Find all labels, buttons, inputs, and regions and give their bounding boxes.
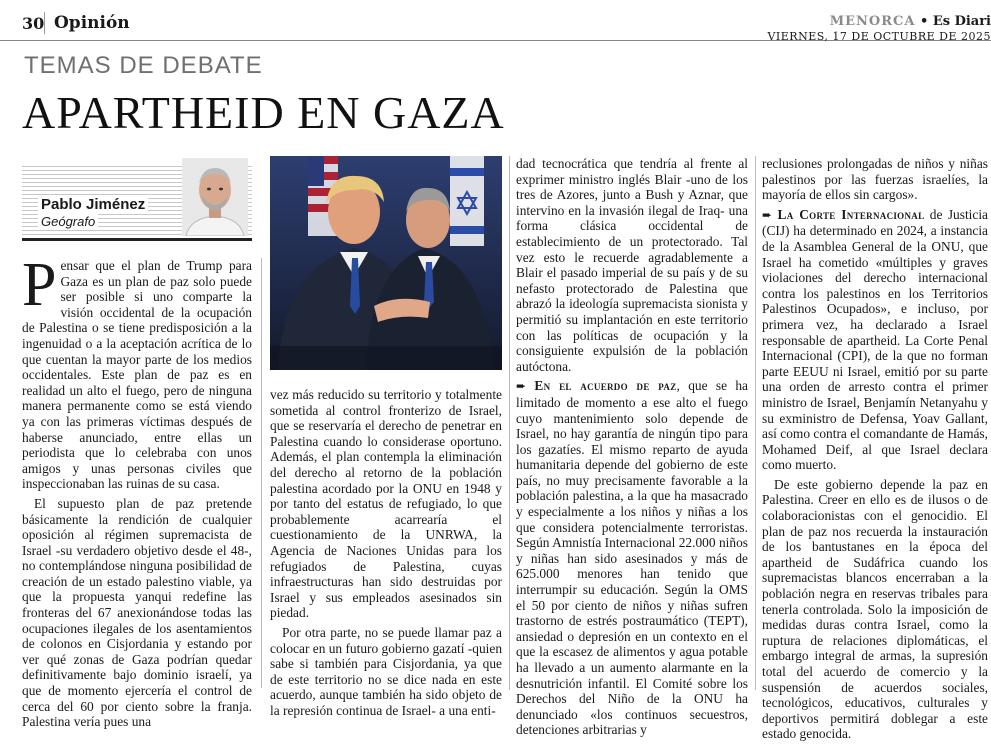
article-kicker: TEMAS DE DEBATE <box>24 52 263 79</box>
column-divider-1 <box>261 258 262 688</box>
author-box <box>22 166 252 246</box>
section-arrow-icon: ➨ <box>762 207 773 222</box>
article-headline: APARTHEID EN GAZA <box>22 87 505 138</box>
page-header <box>0 0 991 41</box>
column-1-paragraph-1 <box>22 251 252 492</box>
column-3-paragraph-1: dad tecnocrática que tendría al frente al exprimer ministro inglés Blair -uno de los tres de Azores, junto a Bush y Aznar, que intervino en la invasión ilegal de Iraq- una forma clásica occidental de establecimiento de un protectorado. Tal vez esto le recuerde agradablemente a Blair el pasado imperial de su país y de su nefasto protectorado de Palestina que abrazó la ideología supremacista sionista y permitió su implantación en este territorio con las políticas de ocupación y la consiguiente expulsión de la población autóctona. <box>516 156 748 374</box>
column-1-paragraph-2: El supuesto plan de paz pretende básicamente la rendición de cualquier oposición al régimen supremacista de Israel -su verdadero objetivo desde el 48-, no contemplándose ninguna posibilidad de creación de un estado palestino viable, ya que la propuesta yanqui redefine las fronteras del 67 anexionándose todas las ocupaciones ilegales de los asentamientos de colonos en Cisjordania y estando por ver qué zonas de Gaza podrían quedar definitivamente bajo dominio israelí, ya que de momento ejercería el control de cerca del 60 por ciento sobre la franja. Palestina vería pues una <box>22 495 252 730</box>
newspaper-brand <box>830 14 991 29</box>
column-2-paragraph-2: Por otra parte, no se puede llamar paz a colocar en un futuro gobierno gazatí -quien sabe si también para Cisjordania, ya que de este territorio no se dice nada en este acuerdo, aunque también ha sido objeto de la represión continua de Israel- a una enti- <box>270 624 503 718</box>
author-avatar <box>182 158 248 236</box>
column-4-paragraph-1: reclusiones prolongadas de niños y niñas palestinos por las fuerzas israelíes, la mayoría de ellos sin cargos». <box>762 156 988 203</box>
brand-paper: Es Diari <box>932 14 991 29</box>
article-column-3 <box>516 156 748 742</box>
column-4-paragraph-3: De este gobierno depende la paz en Palestina. Creer en ello es de ilusos o de colaboracionistas con el genocidio. El plan de paz nos recuerda la instauración de los bantustanes en la época del apartheid de Sudáfrica cuando los supremacistas blancos encerraban a la población negra en reservas tribales para tenerla controlada. Solo la imposición de medidas duras contra Israel, como la ruptura de relaciones diplomáticas, el embargo integral de armas, la supresión total del acuerdo de comercio y la suspensión de acuerdos sociales, tecnológicos, educativos, culturales y deportivos permitirá doblegar a este estado genocida. <box>762 476 988 742</box>
column-4-paragraph-2 <box>762 207 988 473</box>
column-3-paragraph-2-text: , que se ha limitado de momento a ese alto el fuego cuyo mantenimiento solo depende de Israel, no hay garantía de ningún tipo para los gazatíes. El mismo reparto de ayuda humanitaria depende del gobierno de este país, no muy precisamente favorable a la población palestina, a la que ha masacrado y especialmente a los niños y niñas a los que considera potencialmente terroristas. Según Amnistía Internacional 22.000 niños y niñas han sido asesinados y más de 625.000 menores han tenido que interrumpir su educación. Según la OMS el 50 por ciento de niños y niñas sufren trastorno de estrés postraumático (TEPT), ansiedad o depresión en un contexto en el que la escasez de alimentos y agua potable ha llevado a un aumento alarmante en la desnutrición infantil. El Comité sobre los Derechos del Niño de la ONU ha denunciado «los continuos secuestros, detenciones arbitrarias y <box>516 378 748 738</box>
column-divider-3 <box>755 156 756 690</box>
issue-date: VIERNES, 17 DE OCTUBRE DE 2025 <box>767 30 991 43</box>
column-3-paragraph-2 <box>516 378 748 738</box>
column-divider-2 <box>509 156 510 690</box>
leaders-embrace-photo-icon <box>270 156 502 370</box>
author-role: Geógrafo <box>38 214 98 229</box>
section-arrow-icon: ➨ <box>516 379 527 394</box>
page-number: 30 <box>22 14 45 33</box>
article-column-4 <box>762 156 988 746</box>
drop-cap: P <box>22 251 57 319</box>
article-column-2 <box>270 387 502 722</box>
article-photo <box>270 156 502 370</box>
brand-bullet: • <box>919 14 929 29</box>
column-3-subhead: En el acuerdo de paz <box>534 378 677 394</box>
header-divider <box>44 12 45 34</box>
author-box-rule <box>22 238 252 241</box>
brand-city: MENORCA <box>829 14 916 29</box>
author-portrait-icon <box>182 158 248 236</box>
column-4-subhead: La Corte Internacional <box>777 206 925 222</box>
column-1-paragraph-1-text: ensar que el plan de Trump para Gaza es un plan de paz solo puede ser posible si uno comparte la visión occidental de la ocupación de Palestina o se tiene predisposición a la ingenuidad o a la aceptación acrítica de lo que cuentan la mayor parte de los medios occidentales. Este plan de paz es en realidad un alto el fuego, pero de ninguna manera permanente como se está viendo ya con las primeras víctimas después de haberse anunciado, entre ellas un periodista que lo celebraba con unos amigos y unas personas civiles que inspeccionaban las ruinas de su casa. <box>22 258 252 492</box>
column-4-paragraph-2-text: de Justicia (CIJ) ha determinado en 2024, a instancia de la Asamblea General de la ONU, que Israel ha cometido «múltiples y graves violaciones del derecho internacional contra los palestinos en los Territorios Palestinos Ocupados», e incluso, por primera vez, ha declarado a Israel responsable de apartheid. La Corte Penal Internacional (CPI), de la que no forman parte EEUU ni Israel, emitió por su parte una orden de arresto contra el primer ministro de Israel, Benjamín Netanyahu y su exministro de Defensa, Yoav Gallant, así como contra el comandante de Hamás, Mohamed Deif, al que Israel declara como muerto. <box>762 206 988 473</box>
section-title: Opinión <box>54 13 130 33</box>
article-column-1 <box>22 251 252 734</box>
column-2-paragraph-1: vez más reducido su territorio y totalmente sometida al control fronterizo de Israel, que se reservaría el derecho de penetrar en Palestina cuando lo considerase oportuno. Además, el plan contempla la eliminación del derecho al retorno de la población palestina acordado por la ONU en 1948 y por tanto del estatus de refugiado, lo que probablemente acarrearía el cuestionamiento de la UNRWA, la Agencia de Naciones Unidas para los refugiados de Palestina, cuyas infraestructuras han sido destruidas por Israel y sus empleados asesinados sin piedad. <box>270 387 502 621</box>
author-name: Pablo Jiménez <box>38 196 148 213</box>
